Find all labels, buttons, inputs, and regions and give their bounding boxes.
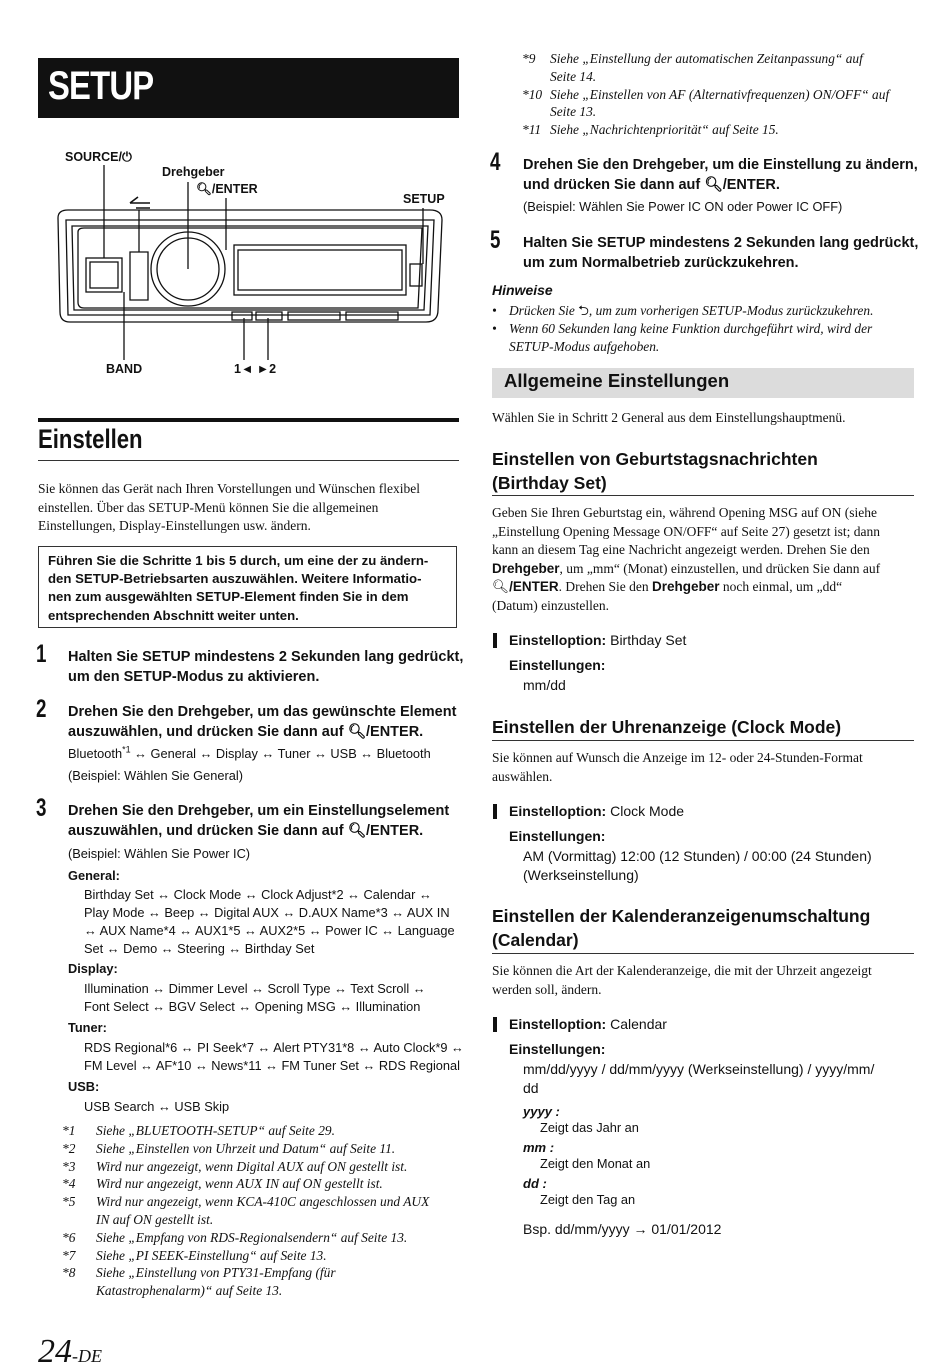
clock-settings-label: Einstellungen: — [509, 828, 606, 844]
footnote: *11 Siehe „Nachrichtenpriorität“ auf Seite 15. — [522, 122, 779, 138]
footnote: IN auf ON gestellt ist. — [96, 1211, 214, 1227]
list-item: • Drücken Sie ⮌, um zum vorherigen SETUP-Modus zurückzukehren. — [492, 303, 874, 318]
def-desc: Zeigt den Monat an — [540, 1156, 651, 1171]
intro-paragraph: Sie können das Gerät nach Ihren Vorstellungen und Wünschen flexibel einstellen. Über das SETUP-Menü können Sie die allgemeinen Einstellungen, Display-Einstellungen usw. ändern. — [38, 481, 421, 533]
allgemeine-title: Allgemeine Einstellungen — [504, 370, 730, 391]
calendar-title: Einstellen der Kalenderanzeigenumschaltung (Calendar) — [492, 906, 871, 950]
list-line: Birthday Set ↔ Clock Mode ↔ Clock Adjust*2 ↔ Calendar ↔ — [84, 887, 432, 902]
head-unit-drawing — [38, 140, 459, 385]
band-label: BAND — [106, 362, 143, 376]
general-label: General: — [68, 868, 120, 883]
footnote: Katastrophenalarm)“ auf Seite 13. — [96, 1283, 283, 1299]
source-label: SOURCE/⏻ — [65, 150, 132, 164]
clock-title: Einstellen der Uhrenanzeige (Clock Mode) — [492, 717, 842, 737]
allgemeine-header — [492, 368, 914, 398]
footnote: *3 Wird nur angezeigt, wenn Digital AUX auf ON gestellt ist. — [62, 1158, 408, 1174]
step-4-example: (Beispiel: Wählen Sie Power IC ON oder Power IC OFF) — [523, 199, 843, 214]
enter-label: 🔍︎/ENTER — [196, 182, 258, 196]
list-line: RDS Regional*6 ↔ PI Seek*7 ↔ Alert PTY31*8 ↔ Auto Clock*9 ↔ — [84, 1040, 464, 1055]
setup-label: SETUP — [403, 192, 445, 206]
option-marker — [493, 804, 497, 819]
heading-bottom-rule — [38, 460, 459, 461]
birthday-settings-label: Einstellungen: — [509, 657, 606, 673]
track-label: 1◄ ►2 — [234, 362, 277, 376]
list-line: Set ↔ Demo ↔ Steering ↔ Birthday Set — [84, 941, 315, 956]
instruction-box — [38, 546, 457, 628]
box-line: Führen Sie die Schritte 1 bis 5 durch, um eine der zu ändern- — [48, 553, 429, 568]
list-item: SETUP-Modus aufgehoben. — [509, 338, 660, 354]
list-line: ↔ AUX Name*4 ↔ AUX1*5 ↔ AUX2*5 ↔ Power IC ↔ Language — [84, 923, 455, 938]
def-term: mm : — [523, 1140, 555, 1155]
allgemeine-intro: Wählen Sie in Schritt 2 General aus dem Einstellungshauptmenü. — [492, 410, 846, 425]
general-list — [84, 886, 455, 958]
drehgeber-label: Drehgeber — [162, 165, 225, 179]
def-desc: Zeigt den Tag an — [540, 1192, 636, 1207]
birthday-title: Einstellen von Geburtstagsnachrichten (Birthday Set) — [492, 449, 818, 493]
page-number: 24-DE — [38, 1333, 102, 1370]
step-4-number: 4 — [490, 148, 501, 176]
def-desc: Zeigt das Jahr an — [540, 1120, 639, 1135]
birthday-rule — [492, 495, 914, 496]
footnote: *6 Siehe „Empfang von RDS-Regionalsendern“ auf Seite 13. — [62, 1229, 408, 1245]
option-marker — [493, 1017, 497, 1032]
usb-label: USB: — [68, 1079, 100, 1094]
step-1-text: Halten Sie SETUP mindestens 2 Sekunden lang gedrückt, um den SETUP-Modus zu aktivieren. — [68, 649, 464, 685]
footnote: *4 Wird nur angezeigt, wenn AUX IN auf ON gestellt ist. — [62, 1176, 383, 1192]
footnote: *1 Siehe „BLUETOOTH-SETUP“ auf Seite 29. — [62, 1123, 335, 1138]
hinweise-title: Hinweise — [492, 282, 553, 298]
footnote: *9 Siehe „Einstellung der automatischen Zeitanpassung“ auf — [522, 51, 863, 66]
tuner-list — [84, 1039, 464, 1075]
step-2-number: 2 — [36, 695, 47, 723]
list-line: Play Mode ↔ Beep ↔ Digital AUX ↔ D.AUX Name*3 ↔ AUX IN — [84, 905, 450, 920]
search-icon: 🔍︎ — [196, 182, 212, 196]
step-1-number: 1 — [36, 640, 47, 668]
calendar-option: Einstelloption: Calendar — [509, 1016, 667, 1032]
step-5-text: Halten Sie SETUP mindestens 2 Sekunden lang gedrückt, um zum Normalbetrieb zurückzukehren. — [523, 235, 919, 271]
tuner-label: Tuner: — [68, 1020, 107, 1035]
search-icon: 🔍︎ — [347, 823, 366, 839]
option-marker — [493, 633, 497, 648]
device-diagram — [38, 140, 459, 385]
back-arrow-icon — [130, 197, 150, 208]
birthday-text: Geben Sie Ihren Geburtstag ein, während Opening MSG auf ON (siehe „Einstellung Opening Message ON/OFF“ auf Seite 27) gesetzt ist; dann kann an diesem Tag eine Nachricht angezeigt werden. Drehen Sie den Drehgeber, um „mm“ (Monat) einzustellen, und drücken Sie dann auf 🔍︎/ENTER. Drehen Sie den Drehgeber noch einmal, um „dd“ (Datum) einzustellen. — [492, 505, 881, 613]
footnote: *8 Siehe „Einstellung von PTY31-Empfang (für — [62, 1265, 336, 1281]
list-line: FM Level ↔ AF*10 ↔ News*11 ↔ FM Tuner Set ↔ RDS Regional — [84, 1058, 460, 1073]
calendar-rule — [492, 953, 914, 954]
clock-rule — [492, 740, 914, 741]
display-list — [84, 980, 426, 1016]
search-icon: 🔍︎ — [347, 724, 366, 740]
calendar-settings-value: mm/dd/yyyy / dd/mm/yyyy (Werkseinstellung) / yyyy/mm/ dd — [523, 1061, 875, 1096]
footnotes-left — [62, 1122, 429, 1300]
search-icon: 🔍︎ — [704, 177, 723, 193]
list-line: Illumination ↔ Dimmer Level ↔ Scroll Type ↔ Text Scroll ↔ — [84, 981, 426, 996]
clock-text: Sie können auf Wunsch die Anzeige im 12- oder 24-Stunden-Format auswählen. — [492, 750, 863, 784]
search-icon: 🔍︎ — [492, 579, 510, 594]
list-item: • Wenn 60 Sekunden lang keine Funktion durchgeführt wird, wird der — [492, 320, 873, 336]
einstellen-heading: Einstellen — [38, 424, 143, 454]
clock-option: Einstelloption: Clock Mode — [509, 803, 685, 819]
step-2-text: Drehen Sie den Drehgeber, um das gewünschte Element auszuwählen, und drücken Sie dann auf 🔍︎/ENTER. — [68, 704, 457, 740]
footnote: Seite 13. — [550, 104, 597, 120]
footnote: *7 Siehe „PI SEEK-Einstellung“ auf Seite 13. — [62, 1247, 327, 1263]
setup-banner — [38, 58, 459, 118]
def-term: dd : — [523, 1176, 547, 1191]
step-4-text: Drehen Sie den Drehgeber, um die Einstellung zu ändern, und drücken Sie dann auf 🔍︎/ENTER. — [523, 157, 918, 193]
step-3-number: 3 — [36, 794, 47, 822]
box-line: nen zum ausgewählten SETUP-Element finden Sie in dem — [48, 589, 409, 605]
step-3-example: (Beispiel: Wählen Sie Power IC) — [68, 846, 251, 861]
hinweise-list — [492, 302, 873, 355]
step-5-number: 5 — [490, 226, 501, 254]
footnote: *2 Siehe „Einstellen von Uhrzeit und Datum“ auf Seite 11. — [62, 1140, 396, 1156]
calendar-example: Bsp. dd/mm/yyyy → 01/01/2012 — [523, 1221, 722, 1237]
box-line: entsprechenden Abschnitt weiter unten. — [48, 607, 299, 623]
calendar-definitions — [523, 1104, 650, 1207]
def-term: yyyy : — [523, 1104, 560, 1119]
clock-settings-value: AM (Vormittag) 12:00 (12 Stunden) / 00:00 (24 Stunden) (Werkseinstellung) — [523, 848, 872, 883]
step-2-sequence: Bluetooth$^{*1}$ ↔ General ↔ Display ↔ Tuner ↔ USB ↔ Bluetooth — [68, 744, 431, 761]
calendar-text: Sie können die Art der Kalenderanzeige, die mit der Uhrzeit angezeigt werden soll, ändern. — [492, 963, 872, 997]
back-arrow-icon: ⮌ — [578, 303, 589, 318]
setup-title: SETUP — [48, 64, 154, 108]
birthday-settings-value: mm/dd — [523, 677, 566, 693]
footnote: *10 Siehe „Einstellen von AF (Alternativfrequenzen) ON/OFF“ auf — [522, 86, 890, 102]
list-line: Font Select ↔ BGV Select ↔ Opening MSG ↔ Illumination — [84, 999, 421, 1014]
footnotes-right — [522, 50, 889, 139]
usb-list: USB Search ↔ USB Skip — [84, 1099, 230, 1114]
step-2-example: (Beispiel: Wählen Sie General) — [68, 768, 243, 783]
footnote: Seite 14. — [550, 68, 597, 84]
display-label: Display: — [68, 961, 118, 976]
heading-top-rule — [38, 418, 459, 422]
footnote: *5 Wird nur angezeigt, wenn KCA-410C angeschlossen und AUX — [62, 1194, 430, 1210]
step-3-text: Drehen Sie den Drehgeber, um ein Einstellungselement auszuwählen, und drücken Sie dann auf 🔍︎/ENTER. — [68, 803, 450, 839]
box-line: den SETUP-Betriebsarten auszuwählen. Weitere Informatio- — [48, 571, 422, 587]
birthday-option: Einstelloption: Birthday Set — [509, 632, 687, 648]
calendar-settings-label: Einstellungen: — [509, 1041, 606, 1057]
